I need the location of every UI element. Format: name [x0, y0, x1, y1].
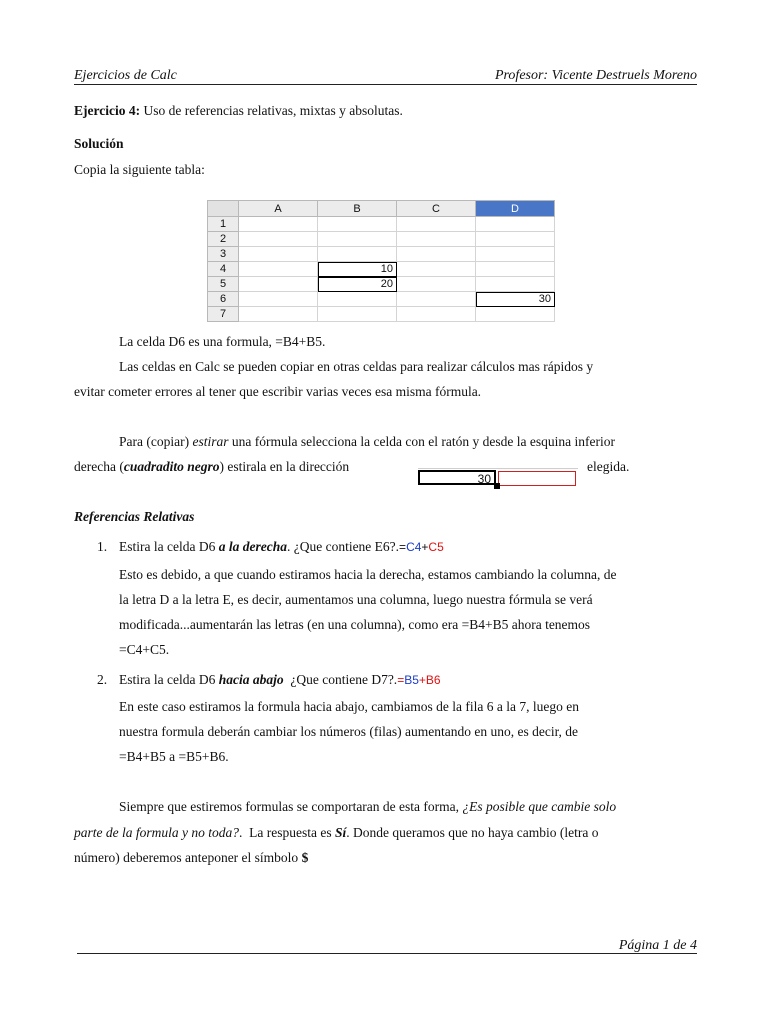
item2-explanation-line3: =B4+B5 a =B5+B6.: [119, 749, 229, 764]
row-header: 7: [208, 307, 239, 322]
row-header: 1: [208, 217, 239, 232]
header-rule: [74, 84, 697, 85]
exercise-description: Uso de referencias relativas, mixtas y absolutas.: [143, 103, 403, 118]
closing-line1: [119, 799, 616, 815]
text-run: derecha (: [74, 459, 124, 474]
formula-part: =: [399, 540, 407, 554]
item2-explanation-line2: nuestra formula deberán cambiar los números (filas) aumentando en uno, es decir, de: [119, 724, 579, 739]
cell-b4: 10: [318, 262, 397, 277]
section-heading-relative: Referencias Relativas: [74, 509, 195, 524]
spreadsheet-table: [207, 200, 560, 325]
column-header-b: B: [318, 201, 397, 217]
column-header-c: C: [397, 201, 476, 217]
item1-explanation-line1: Esto es debido, a que cuando estiramos hacia la derecha, estamos cambiando la columna, de: [119, 567, 617, 582]
item1-explanation-line2: la letra D a la letra E, es decir, aumentamos una columna, luego nuestra fórmula se verá: [119, 592, 593, 607]
list-item-2: [119, 672, 441, 688]
footer-page-number: Página 1 de 4: [618, 938, 697, 953]
exercise-title: [74, 103, 403, 119]
text-run-bold-italic: cuadradito negro: [123, 459, 220, 474]
item1-explanation-line4: =C4+C5.: [119, 642, 170, 657]
paragraph-stretch-end: elegida.: [587, 459, 630, 474]
text-run-italic: parte de la formula y no toda?: [74, 825, 239, 840]
text-run: una fórmula selecciona la celda con el ratón y desde la esquina inferior: [228, 434, 615, 449]
text-run: . La respuesta es: [239, 825, 335, 840]
formula-ref-blue: C4: [406, 540, 422, 554]
footer-rule: [77, 953, 697, 954]
text-run: ¿Que contiene D7?.: [283, 672, 398, 687]
formula-part: =: [397, 673, 405, 687]
row-header: 5: [208, 277, 239, 292]
fill-handle-icon: [494, 483, 500, 489]
text-run-italic: ¿Es posible que cambie solo: [462, 799, 617, 814]
text-run-bold-italic: hacia abajo: [218, 672, 284, 687]
text-run: . ¿Que contiene E6?.: [286, 539, 400, 554]
grid-line: [418, 468, 578, 469]
paragraph-stretch-line2: [74, 459, 349, 475]
row-header: 3: [208, 247, 239, 262]
list-item-1: [119, 539, 444, 555]
item1-explanation-line3: modificada...aumentarán las letras (en una columna), como era =B4+B5 ahora tenemos: [119, 617, 591, 632]
text-run-italic: estirar: [192, 434, 229, 449]
list-number: 1.: [97, 539, 108, 554]
text-run-bold-italic: a la derecha: [218, 539, 287, 554]
paragraph-formula: La celda D6 es una formula, =B4+B5.: [119, 334, 326, 349]
text-run: Siempre que estiremos formulas se comportaran de esta forma,: [119, 799, 463, 814]
solution-heading: Solución: [74, 136, 124, 151]
text-run: ) estirala en la dirección: [219, 459, 350, 474]
closing-line2: [74, 825, 599, 841]
paragraph-stretch-line1: [119, 434, 615, 450]
sheet-corner: [208, 201, 239, 217]
solution-intro: Copia la siguiente tabla:: [74, 162, 205, 177]
closing-line3: [74, 850, 308, 866]
row-header: 2: [208, 232, 239, 247]
row-header: 4: [208, 262, 239, 277]
formula-part: +: [421, 540, 429, 554]
cell-d6: 30: [476, 292, 555, 307]
text-run: número) deberemos anteponer el símbolo: [74, 850, 302, 865]
text-run-bold-italic: Sí: [334, 825, 347, 840]
dollar-symbol: $: [301, 850, 309, 865]
drag-target-cell: [498, 471, 576, 486]
row-header: 6: [208, 292, 239, 307]
drag-source-cell: 30: [418, 470, 496, 485]
text-run: Para (copiar): [119, 434, 193, 449]
header-left: Ejercicios de Calc: [74, 68, 177, 83]
formula-ref-red: B6: [425, 673, 441, 687]
column-header-a: A: [239, 201, 318, 217]
text-run: Estira la celda D6: [119, 672, 219, 687]
formula-ref-blue: B5: [404, 673, 419, 687]
formula-e6: [399, 540, 444, 554]
item2-explanation-line1: En este caso estiramos la formula hacia abajo, cambiamos de la fila 6 a la 7, luego en: [119, 699, 579, 714]
text-run: Estira la celda D6: [119, 539, 219, 554]
paragraph-copy-line1: Las celdas en Calc se pueden copiar en otras celdas para realizar cálculos mas rápidos y: [119, 359, 594, 374]
header-right: Profesor: Vicente Destruels Moreno: [494, 68, 697, 83]
cell-b5: 20: [318, 277, 397, 292]
column-header-d: D: [476, 201, 555, 217]
text-run: . Donde queramos que no haya cambio (letra o: [346, 825, 599, 840]
drag-illustration: [418, 470, 578, 487]
formula-ref-red: C5: [428, 540, 444, 554]
list-number: 2.: [97, 672, 108, 687]
paragraph-copy-line2: evitar cometer errores al tener que escribir varias veces esa misma fórmula.: [74, 384, 482, 399]
exercise-label: Ejercicio 4:: [74, 103, 141, 118]
formula-d7: [397, 673, 440, 687]
formula-part: +: [418, 673, 426, 687]
